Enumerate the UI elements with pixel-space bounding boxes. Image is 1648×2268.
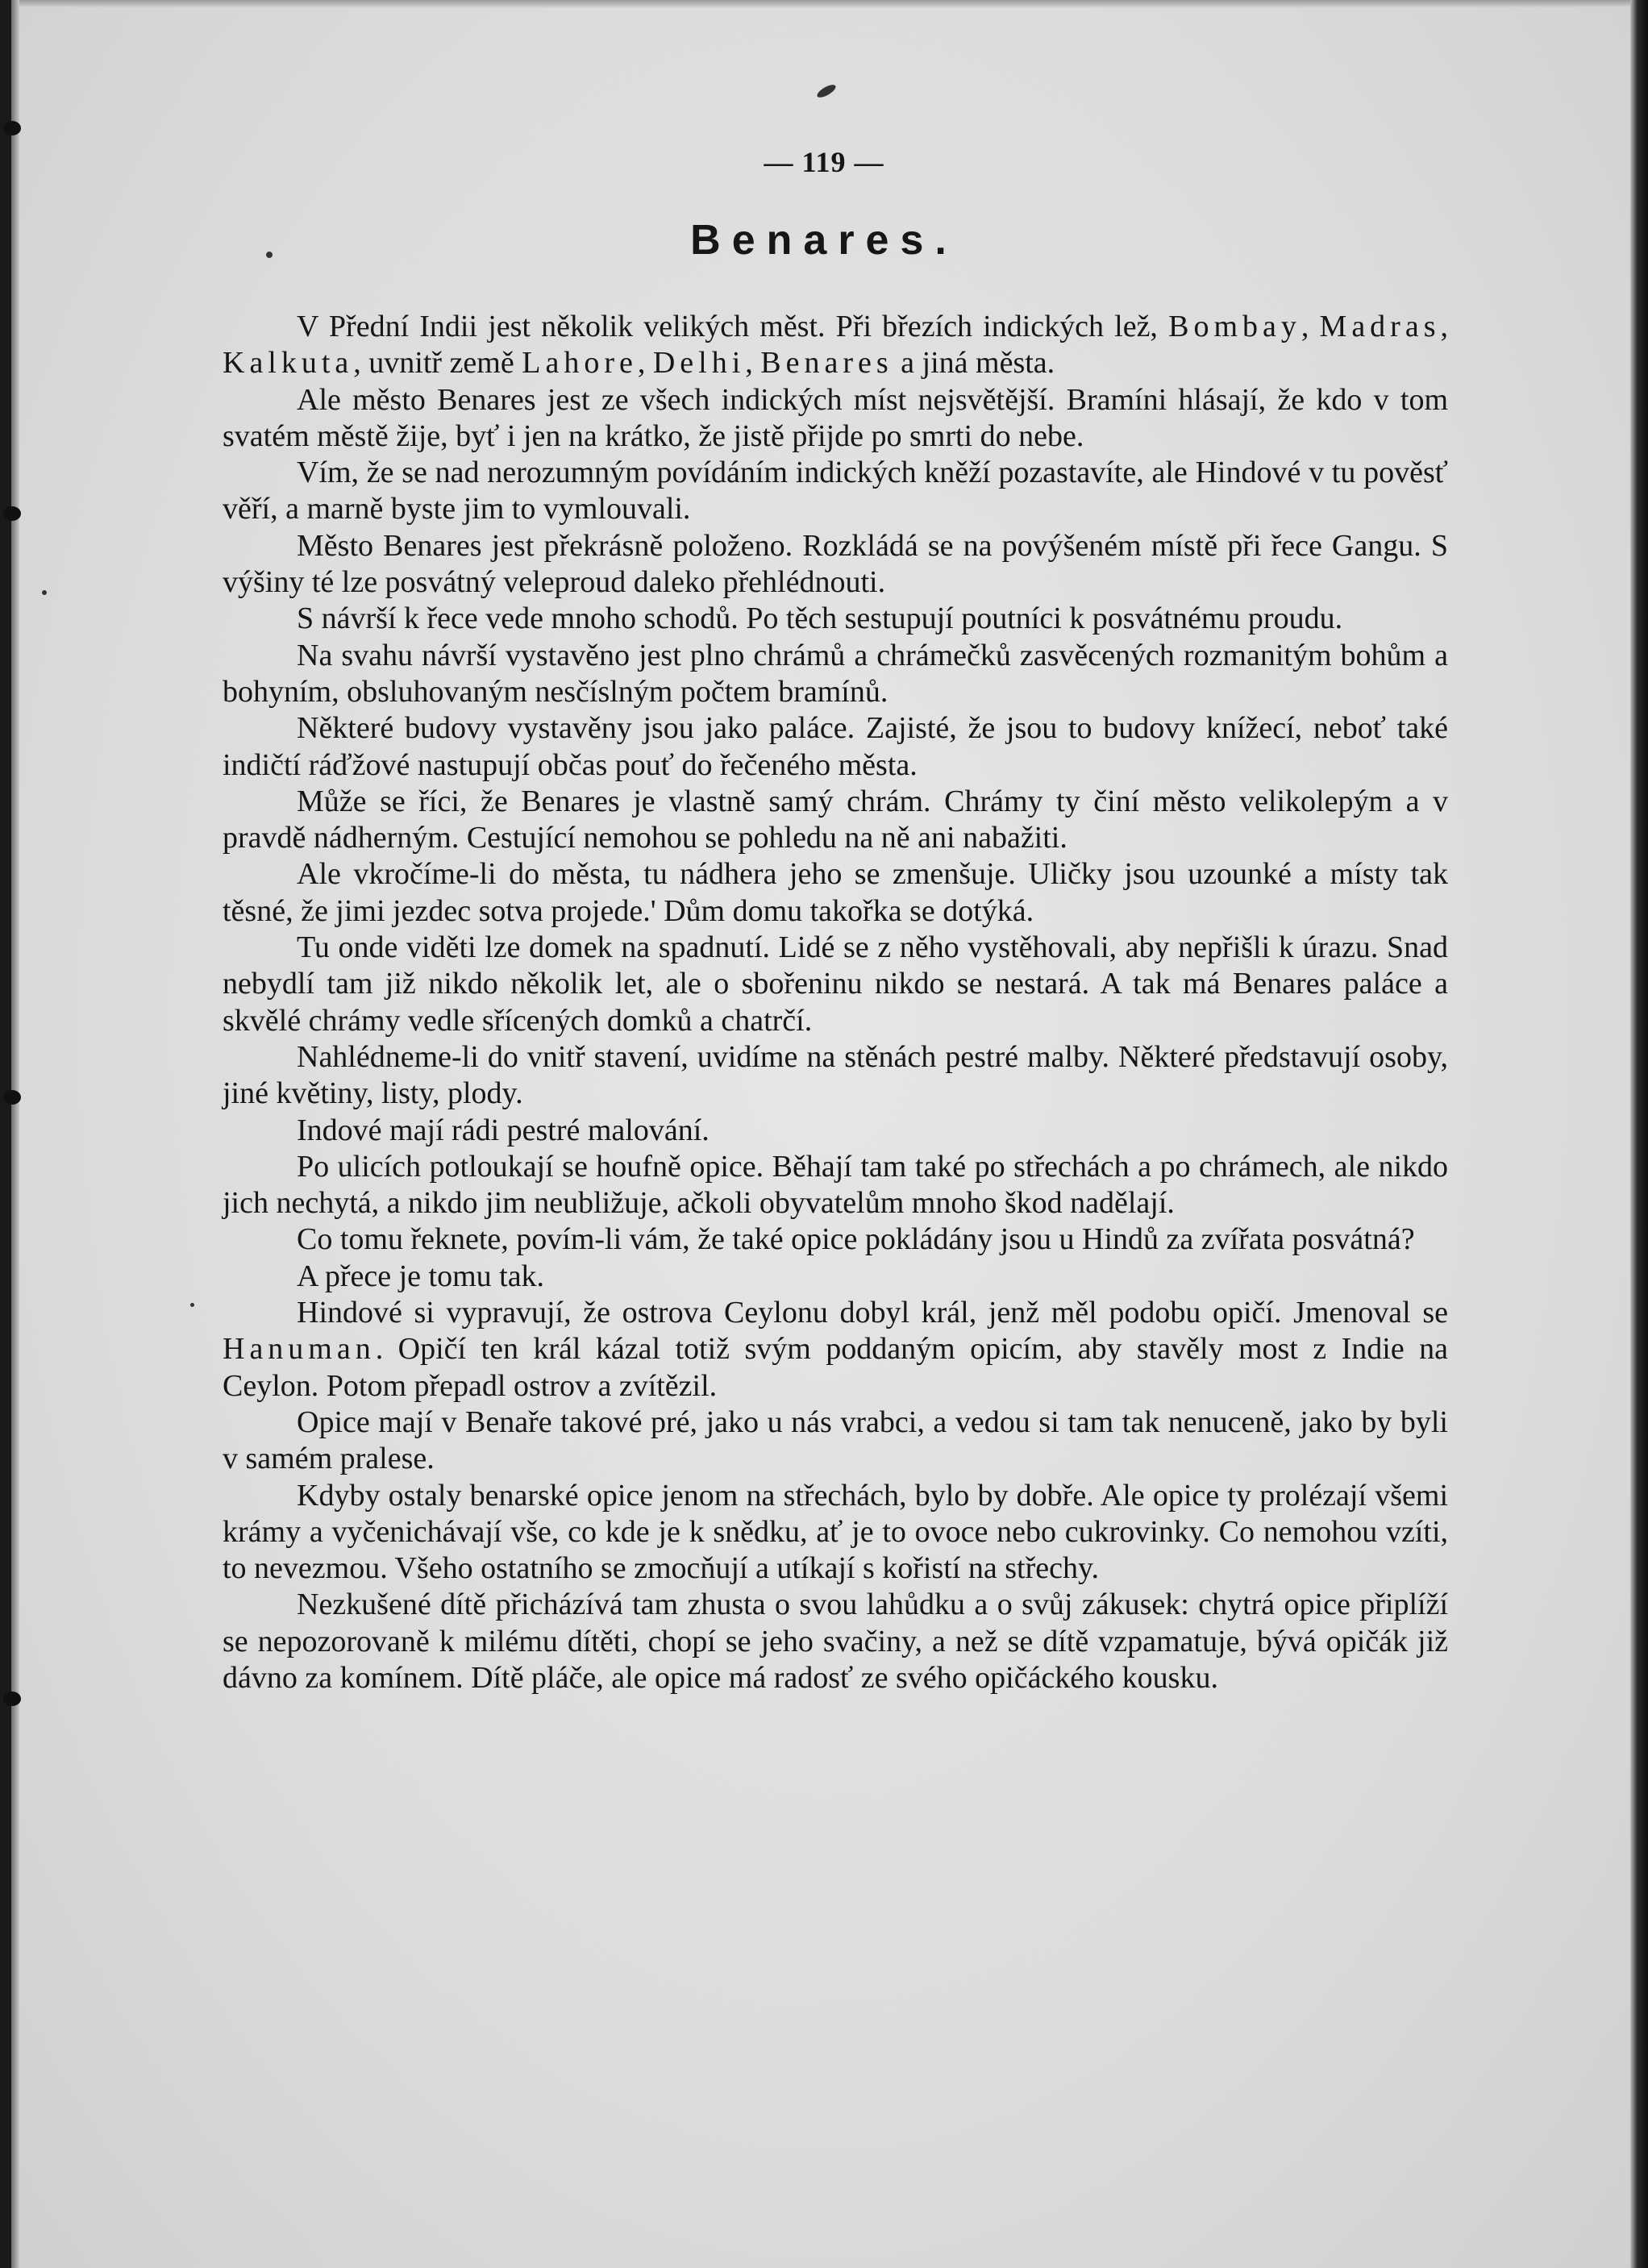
paragraph [223,638,1448,711]
page-right-edge [1630,0,1648,2268]
binding-pin [3,506,21,521]
binding-spine [0,0,11,2268]
paragraph [223,528,1448,601]
spaced-name: Bombay [1168,310,1301,343]
page-top-edge [0,0,1648,8]
text-run: Hindové si vypravují, že ostrova Ceylonu dobyl král, jenž měl podobu opičí. Jmenoval se [297,1296,1448,1330]
paragraph [223,382,1448,456]
paragraph [223,856,1448,930]
text-run: Ale vkročíme-li do města, tu nádhera jeho se zmenšuje. Uličky jsou uzounké a místy tak těsné, že jimi jezdec sotva projede.' Dům domu takořka se dotýká. [223,857,1448,928]
page-title: Benares. [690,217,958,264]
text-run: . Opičí ten král kázal totiž svým poddaným opicím, aby stavěly most z Indie na Ceylon. Potom přepadl ostrov a zvítězil. [223,1332,1448,1403]
text-run: Tu onde viděti lze domek na spadnutí. Lidé se z něho vystěhovali, aby nepřišli k úrazu. Snad nebydlí tam již nikdo několik let, ale o sbořeninu nikdo se nestará. A tak má Benares paláce a skvělé chrámy vedle sřícených domků a chatrčí. [223,930,1448,1038]
spaced-name: Delhi [652,346,746,381]
text-run: S návrší k řece vede mnoho schodů. Po těch sestupují poutníci k posvátnému proudu. [297,601,1343,636]
paragraph [223,784,1448,857]
text-run: Opice mají v Benaře takové pré, jako u nás vrabci, a vedou si tam tak nenuceně, jako by byli v samém pralese. [223,1404,1448,1476]
text-run: a jiná města. [893,346,1055,381]
paragraph [223,601,1448,637]
text-run: , uvnitř země [353,346,522,381]
paragraph [223,1149,1448,1222]
text-run: Město Benares jest překrásně položeno. Rozkládá se na povýšeném místě při řece Gangu. S výšiny té lze posvátný veleproud daleko přehlédnouti. [223,528,1448,600]
paragraph [223,1295,1448,1404]
spaced-name: Madras [1319,310,1441,343]
text-run: Nezkušené dítě přicházívá tam zhusta o svou lahůdku a o svůj zákusek: chytrá opice připlíží se nepozorovaně k milému dítěti, chopí se jeho svačiny, a než se dítě vzpamatuje, bývá opičák již dávno za komínem. Dítě pláče, ale opice má radosť ze svého opičáckého kousku. [223,1588,1448,1695]
text-run: Na svahu návrší vystavěno jest plno chrámů a chrámečků zasvěcených rozmanitým bohům a bohyním, obsluhovaným nesčíslným počtem bramínů. [223,638,1448,709]
text-run: , [1301,310,1320,343]
paragraph [223,1404,1448,1478]
paragraph [223,1587,1448,1696]
text-run: Co tomu řeknete, povím-li vám, že také opice pokládány jsou u Hindů za zvířata posvátná? [297,1222,1415,1257]
paragraph [223,309,1448,382]
paragraph [223,710,1448,784]
text-run: A přece je tomu tak. [297,1259,545,1293]
text-run: , [637,346,653,381]
spaced-name: Hanuman [223,1332,376,1367]
text-run: Nahlédneme-li do vnitř stavení, uvidíme na stěnách pestré malby. Některé představují osoby, jiné květiny, listy, plody. [223,1039,1448,1111]
text-run: Indové mají rádi pestré malování. [297,1113,710,1147]
text-run: Některé budovy vystavěny jsou jako paláce. Zajisté, že jsou to budovy knížecí, neboť také indičtí ráďžové nastupují občas pouť do řečeného města. [223,711,1448,782]
page-number: — 119 — [764,146,884,178]
text-run: Kdyby ostaly benarské opice jenom na střechách, bylo by dobře. Ale opice ty prolézají všemi krámy a vyčenichávají vše, co kde je k snědku, ať je to ovoce nebo cukrovinky. Co nemohou vzíti, to nevezmou. Všeho ostatního se zmocňují a utíkají s kořistí na střechy. [223,1478,1448,1586]
paragraph [223,1113,1448,1149]
text-run: , [1440,310,1448,343]
ink-speck [815,82,838,100]
binding-pin [3,121,21,135]
ink-speck [190,1303,194,1307]
text-run: , [745,346,761,381]
paragraph [223,1478,1448,1588]
body-text [223,309,1448,1696]
ink-speck [42,590,47,595]
text-run: Ale město Benares jest ze všech indických míst nejsvětější. Bramíni hlásají, že kdo v tom svatém městě žije, byť i jen na krátko, že jistě přijde po smrti do nebe. [223,382,1448,453]
spaced-name: Benares [760,346,893,381]
paragraph [223,1221,1448,1258]
text-run: Může se říci, že Benares je vlastně samý chrám. Chrámy ty činí město velikolepým a v pravdě nádherným. Cestující nemohou se pohledu na ně ani nabažiti. [223,784,1448,855]
binding-pin [3,1090,21,1105]
text-run: V Přední Indii jest několik velikých měst. Při březích indických lež, [297,310,1169,343]
binding-pin [3,1692,21,1706]
paragraph [223,930,1448,1039]
text-run: Vím, že se nad nerozumným povídáním indických kněží pozastavíte, ale Hindové v tu pověsť věří, a marně byste jim to vymlouvali. [223,456,1448,526]
text-run: Po ulicích potloukají se houfně opice. Běhají tam také po střechách a po chrámech, ale nikdo jich nechytá, a nikdo jim neubližuje, ačkoli obyvatelům mnoho škod nadělají. [223,1149,1448,1221]
binding-shadow [11,0,19,2268]
paragraph [223,1039,1448,1113]
spaced-name: Lahore [522,346,638,381]
paragraph [223,455,1448,528]
spaced-name: Kalkuta [223,346,354,381]
paragraph [223,1259,1448,1295]
